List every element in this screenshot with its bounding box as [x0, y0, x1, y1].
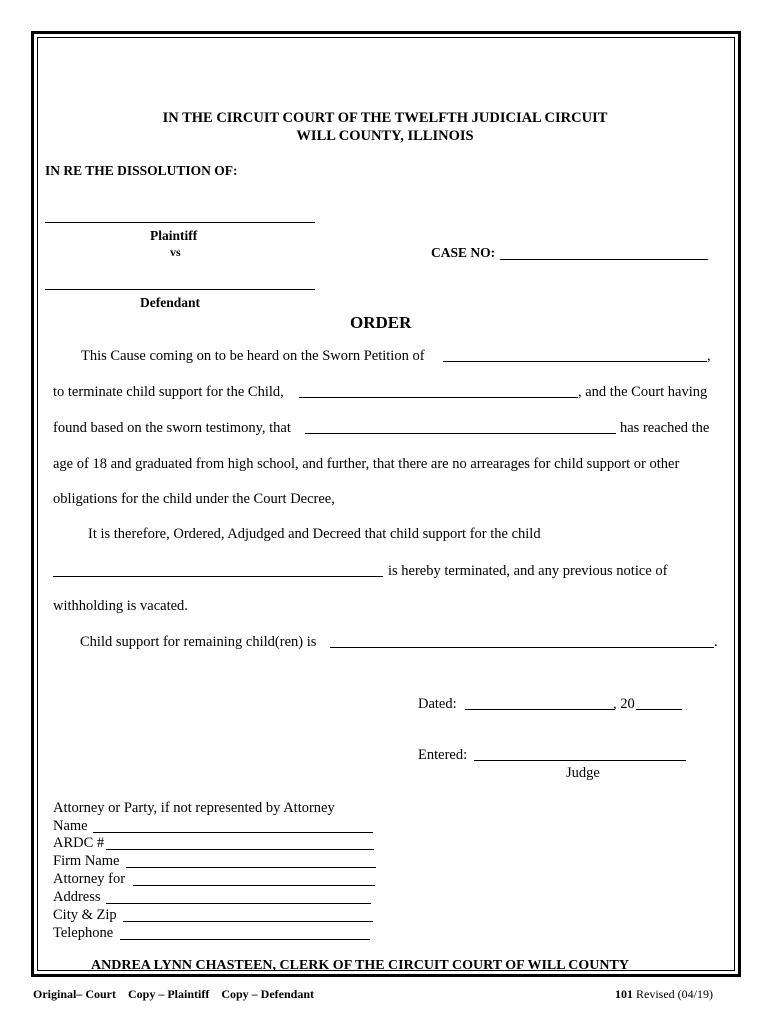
distribution-footer: Original– Court Copy – Plaintiff Copy – Defendant — [33, 987, 315, 1001]
address-line[interactable] — [106, 903, 371, 904]
testimony-text: found based on the sworn testimony, that — [53, 420, 291, 436]
court-heading-line2: WILL COUNTY, ILLINOIS — [296, 128, 474, 144]
terminated-text: is hereby terminated, and any previous notice of — [388, 563, 668, 579]
reached-text: has reached the — [620, 420, 710, 436]
court-having-text: , and the Court having — [578, 384, 708, 400]
testimony-child-line[interactable] — [305, 433, 616, 434]
ordered-text: It is therefore, Ordered, Adjudged and Decreed that child support for the child — [88, 526, 541, 542]
entered-label: Entered: — [418, 747, 468, 763]
petition-text: This Cause coming on to be heard on the Sworn Petition of — [81, 348, 425, 364]
vs-label: vs — [170, 245, 181, 259]
plaintiff-name-line[interactable] — [45, 222, 315, 223]
in-re-label: IN RE THE DISSOLUTION OF: — [45, 163, 238, 178]
firm-name-line[interactable] — [126, 867, 376, 868]
child-name-line[interactable] — [299, 397, 578, 398]
remaining-period: . — [714, 634, 718, 650]
withholding-text: withholding is vacated. — [53, 598, 188, 614]
year-line[interactable] — [636, 709, 682, 710]
petitioner-line[interactable] — [443, 361, 707, 362]
defendant-name-line[interactable] — [45, 289, 315, 290]
attorney-field-city-zip: City & Zip — [53, 907, 117, 923]
attorney-field-attorney-for: Attorney for — [53, 871, 126, 887]
dated-line[interactable] — [465, 709, 615, 710]
dated-label: Dated: — [418, 696, 457, 712]
attorney-field-name: Name — [53, 818, 88, 834]
petition-comma: , — [707, 348, 711, 364]
terminated-child-line[interactable] — [53, 576, 383, 577]
court-heading-line1: IN THE CIRCUIT COURT OF THE TWELFTH JUDICIAL CIRCUIT — [162, 110, 608, 126]
remaining-children-line[interactable] — [330, 647, 714, 648]
case-no-line[interactable] — [500, 259, 708, 260]
clerk-name: ANDREA LYNN CHASTEEN, CLERK OF THE CIRCUIT COURT OF WILL COUNTY — [91, 958, 629, 973]
attorney-for-line[interactable] — [133, 885, 375, 886]
defendant-label: Defendant — [140, 295, 200, 310]
terminate-text: to terminate child support for the Child, — [53, 384, 284, 400]
age-text: age of 18 and graduated from high school, and further, that there are no arrearages for child support or other — [53, 456, 680, 472]
year-prefix: , 20 — [613, 696, 635, 712]
attorney-field-firm: Firm Name — [53, 853, 120, 869]
attorney-heading: Attorney or Party, if not represented by Attorney — [53, 800, 335, 816]
ardc-line[interactable] — [106, 849, 374, 850]
attorney-field-address: Address — [53, 889, 101, 905]
remaining-children-text: Child support for remaining child(ren) is — [80, 634, 317, 650]
name-line[interactable] — [93, 832, 373, 833]
telephone-line[interactable] — [120, 939, 370, 940]
judge-label: Judge — [566, 765, 600, 781]
judge-signature-line[interactable] — [474, 760, 686, 761]
form-revision: 101 Revised (04/19) — [615, 987, 713, 1001]
order-title: ORDER — [350, 313, 412, 332]
attorney-field-telephone: Telephone — [53, 925, 114, 941]
case-no-label: CASE NO: — [431, 245, 496, 260]
city-zip-line[interactable] — [123, 921, 373, 922]
obligations-text: obligations for the child under the Court Decree, — [53, 491, 335, 507]
plaintiff-label: Plaintiff — [150, 228, 198, 243]
attorney-field-ardc: ARDC # — [53, 835, 105, 851]
